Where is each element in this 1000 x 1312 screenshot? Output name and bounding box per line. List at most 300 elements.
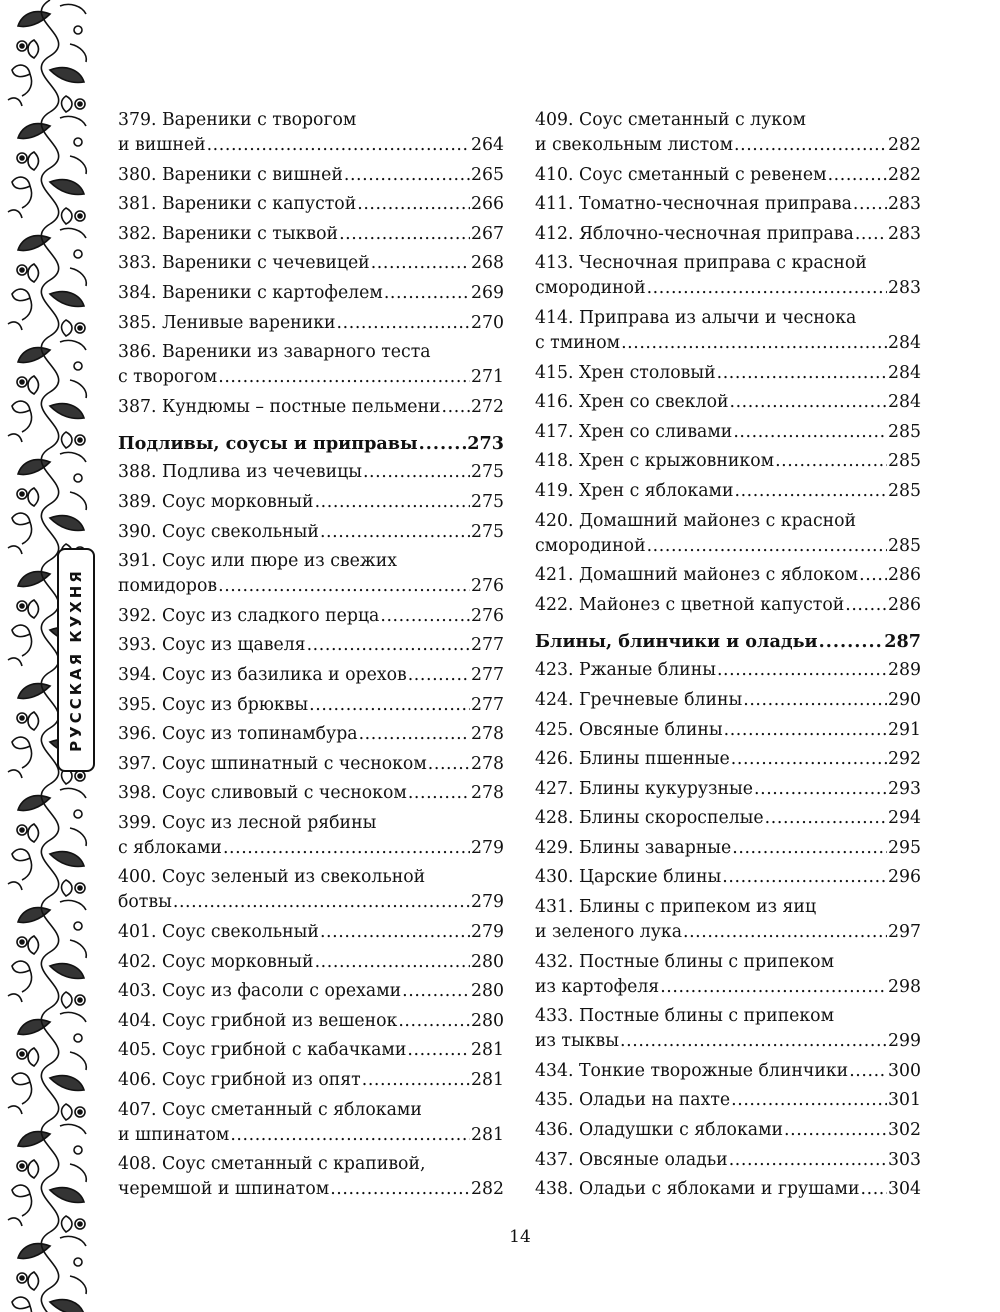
toc-entry: [118, 950, 504, 975]
toc-entry-last-line: [118, 1009, 504, 1034]
toc-entry: [118, 811, 504, 861]
toc-entry-title: 432. Постные блины с припеком: [535, 951, 835, 972]
toc-entry-last-line: [118, 395, 504, 420]
toc-entry-last-line: [535, 836, 921, 861]
dot-leader: [784, 1118, 887, 1143]
toc-entry: [118, 395, 504, 420]
dot-leader: [660, 975, 887, 1000]
toc-page-number: 300: [888, 1060, 921, 1081]
dot-leader: [359, 722, 470, 747]
dot-leader: [363, 460, 470, 485]
toc-entry-title: 396. Соус из топинамбура: [118, 724, 358, 745]
toc-entry-title: 430. Царские блины: [535, 867, 722, 888]
toc-entry-last-line: [535, 390, 921, 415]
toc-entry: [118, 663, 504, 688]
toc-entry-title: 437. Овсяные оладьи: [535, 1149, 728, 1170]
toc-entry: [535, 1088, 921, 1113]
toc-entry-title: Блины, блинчики и оладьи: [535, 630, 818, 652]
toc-entry-line: [535, 509, 921, 534]
toc-entry-title: 429. Блины заварные: [535, 837, 732, 858]
toc-entry-last-line: [535, 534, 921, 559]
toc-entry-last-line: [535, 593, 921, 618]
toc-entry-title: 435. Оладьи на пахте: [535, 1090, 731, 1111]
toc-page-number: 279: [471, 837, 504, 858]
dot-leader: [853, 192, 887, 217]
toc-entry-last-line: [535, 806, 921, 831]
dot-leader: [731, 747, 887, 772]
dot-leader: [207, 133, 470, 158]
dot-leader: [173, 890, 470, 915]
toc-entry-title: 418. Хрен с крыжовником: [535, 451, 775, 472]
toc-page-number: 286: [888, 594, 921, 615]
dot-leader: [775, 449, 887, 474]
dot-leader: [743, 688, 887, 713]
toc-entry: [535, 192, 921, 217]
toc-entry: [535, 361, 921, 386]
dot-leader: [307, 633, 470, 658]
toc-entry: [118, 1152, 504, 1202]
toc-entry-last-line: [535, 629, 921, 654]
toc-entry: [535, 777, 921, 802]
toc-entry-last-line: [535, 563, 921, 588]
toc-page-number: 269: [471, 282, 504, 303]
toc-page-number: 298: [888, 976, 921, 997]
toc-entry-last-line: [535, 865, 921, 890]
dot-leader: [647, 534, 887, 559]
toc-page-number: 265: [471, 164, 504, 185]
toc-entry: [535, 806, 921, 831]
toc-page-number: 264: [471, 135, 504, 155]
toc-page-number: 301: [888, 1090, 921, 1111]
toc-entry-title: 390. Соус свекольный: [118, 521, 319, 542]
toc-entry-last-line: [535, 747, 921, 772]
toc-page-number: 281: [471, 1040, 504, 1061]
toc-entry-last-line: [535, 1148, 921, 1173]
toc-entry: [535, 108, 921, 158]
toc-page-number: 276: [471, 605, 504, 626]
toc-entry-title: 425. Овсяные блины: [535, 719, 723, 740]
toc-entry-title: 407. Соус сметанный с яблоками: [118, 1099, 422, 1120]
dot-leader: [371, 251, 470, 276]
toc-entry-last-line: [535, 1059, 921, 1084]
toc-entry-line: [118, 108, 504, 133]
dot-leader: [344, 163, 470, 188]
toc-entry-last-line: [118, 1177, 504, 1202]
toc-entry: [118, 549, 504, 599]
toc-page-number: 285: [888, 480, 921, 501]
toc-entry-title: и зеленого лука: [535, 922, 682, 943]
toc-entry: [535, 306, 921, 356]
toc-entry-last-line: [118, 163, 504, 188]
toc-entry: [118, 722, 504, 747]
toc-entry-title: 419. Хрен с яблоками: [535, 480, 734, 501]
toc-entry-line: [535, 251, 921, 276]
toc-entry-last-line: [118, 574, 504, 599]
toc-page-number: 290: [888, 689, 921, 710]
toc-page-number: 295: [888, 837, 921, 858]
dot-leader: [845, 593, 887, 618]
toc-page-number: 282: [888, 164, 921, 185]
dot-leader: [735, 479, 888, 504]
dot-leader: [408, 781, 470, 806]
toc-entry-title: 400. Соус зеленый из свекольной: [118, 867, 426, 888]
toc-entry-line: [118, 1098, 504, 1123]
dot-leader: [320, 520, 470, 545]
toc-entry: [118, 752, 504, 777]
toc-page-number: 293: [888, 778, 921, 799]
toc-page-number: 296: [888, 867, 921, 888]
toc-page-number: 303: [888, 1149, 921, 1170]
toc-page-number: 284: [888, 362, 921, 383]
toc-entry-title: черемшой и шпинатом: [118, 1179, 330, 1200]
toc-entry-last-line: [118, 752, 504, 777]
toc-page-number: 294: [888, 808, 921, 829]
toc-page-number: 280: [471, 981, 504, 1002]
dot-leader: [315, 950, 470, 975]
toc-page-number: 277: [471, 664, 504, 685]
dot-leader: [717, 658, 887, 683]
toc-page-number: 297: [888, 922, 921, 943]
toc-section-heading: [535, 629, 921, 654]
dot-leader: [218, 365, 470, 390]
toc-left-column: [118, 108, 504, 1207]
dot-leader: [402, 979, 470, 1004]
toc-entry-last-line: [118, 490, 504, 515]
toc-page-number: 285: [888, 535, 921, 556]
dot-leader: [315, 490, 470, 515]
toc-entry: [535, 1148, 921, 1173]
toc-entry-last-line: [535, 777, 921, 802]
toc-entry: [535, 449, 921, 474]
dot-leader: [223, 836, 470, 861]
dot-leader: [408, 663, 470, 688]
toc-entry-line: [535, 108, 921, 133]
dot-leader: [730, 390, 888, 415]
toc-page-number: 279: [471, 892, 504, 913]
toc-entry-title: 383. Вареники с чечевицей: [118, 253, 370, 274]
toc-entry: [118, 251, 504, 276]
toc-entry-title: 391. Соус или пюре из свежих: [118, 551, 398, 572]
toc-entry-title: 409. Соус сметанный с луком: [535, 110, 806, 130]
toc-entry: [118, 781, 504, 806]
toc-entry: [535, 688, 921, 713]
toc-entry-line: [535, 950, 921, 975]
toc-entry-line: [535, 306, 921, 331]
toc-entry: [535, 163, 921, 188]
toc-entry-title: 417. Хрен со сливами: [535, 421, 733, 442]
toc-entry: [535, 836, 921, 861]
toc-entry-title: 401. Соус свекольный: [118, 922, 319, 943]
toc-right-column: [535, 108, 921, 1207]
toc-entry: [118, 1068, 504, 1093]
toc-entry-last-line: [118, 920, 504, 945]
toc-entry: [118, 520, 504, 545]
dot-leader: [428, 752, 470, 777]
dot-leader: [765, 806, 887, 831]
dot-leader: [362, 1068, 470, 1093]
dot-leader: [398, 1009, 470, 1034]
toc-entry-title: и свекольным листом: [535, 135, 734, 155]
toc-entry: [118, 490, 504, 515]
toc-entry-title: 399. Соус из лесной рябины: [118, 812, 377, 833]
toc-entry-last-line: [118, 281, 504, 306]
toc-entry: [118, 311, 504, 336]
dot-leader: [729, 1148, 887, 1173]
toc-entry-line: [118, 340, 504, 365]
toc-page-number: 282: [888, 135, 921, 155]
toc-entry-title: 382. Вареники с тыквой: [118, 223, 339, 244]
toc-page-number: 270: [471, 312, 504, 333]
toc-entry: [118, 281, 504, 306]
toc-entry-last-line: [118, 431, 504, 456]
dot-leader: [732, 836, 887, 861]
toc-page-number: 299: [888, 1031, 921, 1052]
toc-entry: [118, 604, 504, 629]
toc-entry-title: с тмином: [535, 332, 621, 353]
toc-entry: [118, 340, 504, 390]
toc-page-number: 266: [471, 194, 504, 215]
page-number: 14: [509, 1227, 531, 1247]
toc-entry: [535, 593, 921, 618]
toc-entry: [118, 1098, 504, 1148]
toc-entry: [535, 1177, 921, 1202]
toc-page-number: 278: [471, 724, 504, 745]
toc-entry-title: 415. Хрен столовый: [535, 362, 716, 383]
toc-page-number: 282: [471, 1179, 504, 1200]
dot-leader: [861, 1177, 887, 1202]
dot-leader: [357, 192, 470, 217]
toc-entry-title: 393. Соус из щавеля: [118, 635, 306, 656]
toc-entry-line: [118, 865, 504, 890]
dot-leader: [828, 163, 887, 188]
toc-entry-last-line: [535, 361, 921, 386]
toc-entry-title: 398. Соус сливовый с чесноком: [118, 783, 407, 804]
toc-entry-title: 397. Соус шпинатный с чесноком: [118, 753, 427, 774]
toc-entry-title: 392. Соус из сладкого перца: [118, 605, 380, 626]
dot-leader: [683, 920, 887, 945]
toc-page-number: 285: [888, 451, 921, 472]
book-title-tab: [57, 548, 95, 772]
toc-entry-title: 395. Соус из брюквы: [118, 694, 309, 715]
toc-entry: [118, 920, 504, 945]
toc-entry-last-line: [118, 133, 504, 158]
toc-entry: [118, 163, 504, 188]
toc-entry-title: 416. Хрен со свеклой: [535, 392, 729, 413]
toc-page-number: 280: [471, 1010, 504, 1031]
toc-entry-title: 427. Блины кукурузные: [535, 778, 754, 799]
toc-entry-title: 411. Томатно-чесночная приправа: [535, 194, 852, 215]
toc-entry-title: 423. Ржаные блины: [535, 660, 716, 681]
toc-entry-last-line: [118, 460, 504, 485]
toc-page-number: 292: [888, 749, 921, 770]
toc-entry-last-line: [535, 718, 921, 743]
toc-entry-title: и вишней: [118, 135, 206, 155]
toc-page-number: 304: [888, 1179, 921, 1200]
toc-entry: [118, 460, 504, 485]
toc-entry-last-line: [118, 950, 504, 975]
toc-entry-title: 414. Приправа из алычи и чеснока: [535, 307, 857, 328]
dot-leader: [384, 281, 470, 306]
toc-entry-last-line: [118, 251, 504, 276]
toc-entry: [535, 509, 921, 559]
toc-entry-title: смородиной: [535, 535, 646, 556]
dot-leader: [731, 1088, 887, 1113]
toc-entry-title: и шпинатом: [118, 1124, 230, 1145]
toc-entry-title: 402. Соус морковный: [118, 951, 314, 972]
toc-page-number: 271: [471, 367, 504, 388]
toc-entry: [535, 895, 921, 945]
toc-entry-line: [535, 895, 921, 920]
toc-page-number: 268: [471, 253, 504, 274]
toc-entry-line: [535, 1004, 921, 1029]
toc-entry-last-line: [118, 520, 504, 545]
toc-entry: [118, 1038, 504, 1063]
toc-entry-title: 410. Соус сметанный с ревенем: [535, 164, 827, 185]
toc-entry-title: 426. Блины пшенные: [535, 749, 730, 770]
toc-page-number: 280: [471, 951, 504, 972]
toc-page-number: 283: [888, 223, 921, 244]
toc-entry-last-line: [118, 890, 504, 915]
toc-entry-last-line: [118, 1038, 504, 1063]
dot-leader: [419, 431, 467, 456]
toc-entry: [118, 1009, 504, 1034]
toc-entry-title: 408. Соус сметанный с крапивой,: [118, 1154, 426, 1175]
toc-page-number: 287: [884, 630, 921, 652]
toc-page-number: 273: [467, 432, 504, 454]
toc-entry-last-line: [535, 192, 921, 217]
dot-leader: [230, 1123, 470, 1148]
toc-entry: [535, 479, 921, 504]
toc-entry-title: Подливы, соусы и приправы: [118, 432, 418, 454]
dot-leader: [722, 865, 887, 890]
toc-entry-title: 428. Блины скороспелые: [535, 808, 764, 829]
toc-page-number: 278: [471, 753, 504, 774]
toc-entry-title: 422. Майонез с цветной капустой: [535, 594, 845, 615]
toc-page-number: 286: [888, 565, 921, 586]
toc-entry-title: 386. Вареники из заварного теста: [118, 342, 431, 363]
dot-leader: [733, 420, 887, 445]
toc-entry-title: 379. Вареники с творогом: [118, 110, 357, 130]
toc-entry-last-line: [118, 604, 504, 629]
toc-entry-last-line: [118, 836, 504, 861]
dot-leader: [819, 629, 884, 654]
toc-page-number: 283: [888, 194, 921, 215]
dot-leader: [309, 693, 470, 718]
toc-page-number: 267: [471, 223, 504, 244]
toc-entry-line: [118, 1152, 504, 1177]
toc-entry: [118, 222, 504, 247]
dot-leader: [320, 920, 470, 945]
toc-entry-last-line: [535, 163, 921, 188]
toc-entry-last-line: [118, 693, 504, 718]
toc-entry-last-line: [535, 920, 921, 945]
toc-entry-last-line: [118, 979, 504, 1004]
toc-entry-title: 389. Соус морковный: [118, 491, 314, 512]
toc-page-number: 276: [471, 576, 504, 597]
toc-entry: [535, 420, 921, 445]
toc-entry-title: 388. Подлива из чечевицы: [118, 462, 362, 483]
dot-leader: [855, 222, 887, 247]
toc-entry-last-line: [118, 192, 504, 217]
dot-leader: [337, 311, 470, 336]
dot-leader: [621, 331, 887, 356]
toc-entry-title: с творогом: [118, 367, 218, 388]
toc-entry-title: ботвы: [118, 892, 172, 913]
toc-entry-last-line: [118, 663, 504, 688]
toc-page-number: 277: [471, 694, 504, 715]
toc-entry-title: смородиной: [535, 278, 646, 299]
toc-page-number: 281: [471, 1070, 504, 1091]
toc-entry-title: 406. Соус грибной из опят: [118, 1070, 361, 1091]
toc-entry-last-line: [118, 1068, 504, 1093]
toc-entry-last-line: [118, 633, 504, 658]
toc-entry-title: 433. Постные блины с припеком: [535, 1006, 835, 1027]
toc-entry: [535, 390, 921, 415]
toc-entry-last-line: [535, 449, 921, 474]
toc-entry-title: 387. Кундюмы – постные пельмени: [118, 396, 441, 417]
toc-entry-last-line: [535, 688, 921, 713]
dot-leader: [339, 222, 470, 247]
toc-entry-last-line: [118, 1123, 504, 1148]
toc-entry-title: 424. Гречневые блины: [535, 689, 743, 710]
dot-leader: [859, 563, 887, 588]
toc-entry-last-line: [535, 975, 921, 1000]
toc-entry-title: 421. Домашний майонез с яблоком: [535, 565, 859, 586]
toc-entry: [118, 979, 504, 1004]
toc-entry-last-line: [535, 1118, 921, 1143]
toc-entry-title: 403. Соус из фасоли с орехами: [118, 981, 402, 1002]
toc-entry: [118, 865, 504, 915]
toc-section-heading: [118, 431, 504, 456]
toc-page-number: 302: [888, 1120, 921, 1141]
dot-leader: [724, 718, 887, 743]
toc-entry-last-line: [535, 1029, 921, 1054]
toc-entry: [118, 108, 504, 158]
toc-entry-title: 434. Тонкие творожные блинчики: [535, 1060, 849, 1081]
toc-page-number: 277: [471, 635, 504, 656]
toc-page-number: 275: [471, 462, 504, 483]
toc-entry-title: 394. Соус из базилика и орехов: [118, 664, 407, 685]
dot-leader: [407, 1038, 470, 1063]
dot-leader: [717, 361, 887, 386]
toc-page-number: 285: [888, 421, 921, 442]
toc-entry: [535, 865, 921, 890]
toc-page-number: 291: [888, 719, 921, 740]
toc-page-number: 275: [471, 491, 504, 512]
toc-entry-title: 405. Соус грибной с кабачками: [118, 1040, 407, 1061]
toc-page-number: 281: [471, 1124, 504, 1145]
toc-entry-title: с яблоками: [118, 837, 222, 858]
toc-entry-title: 404. Соус грибной из вешенок: [118, 1010, 398, 1031]
toc-page-number: 278: [471, 783, 504, 804]
toc-entry-title: 413. Чесночная приправа с красной: [535, 253, 867, 274]
toc-entry: [118, 192, 504, 217]
dot-leader: [218, 574, 470, 599]
toc-entry: [535, 1004, 921, 1054]
toc-entry-title: 436. Оладушки с яблоками: [535, 1120, 784, 1141]
toc-entry-title: 438. Оладьи с яблоками и грушами: [535, 1179, 860, 1200]
toc-entry-last-line: [535, 658, 921, 683]
toc-entry-title: из тыквы: [535, 1031, 620, 1052]
toc-entry-line: [118, 811, 504, 836]
toc-entry: [535, 563, 921, 588]
toc-entry-last-line: [118, 222, 504, 247]
toc-entry-last-line: [535, 276, 921, 301]
toc-entry: [535, 251, 921, 301]
toc-entry-title: помидоров: [118, 576, 218, 597]
toc-entry: [118, 633, 504, 658]
dot-leader: [734, 133, 887, 158]
